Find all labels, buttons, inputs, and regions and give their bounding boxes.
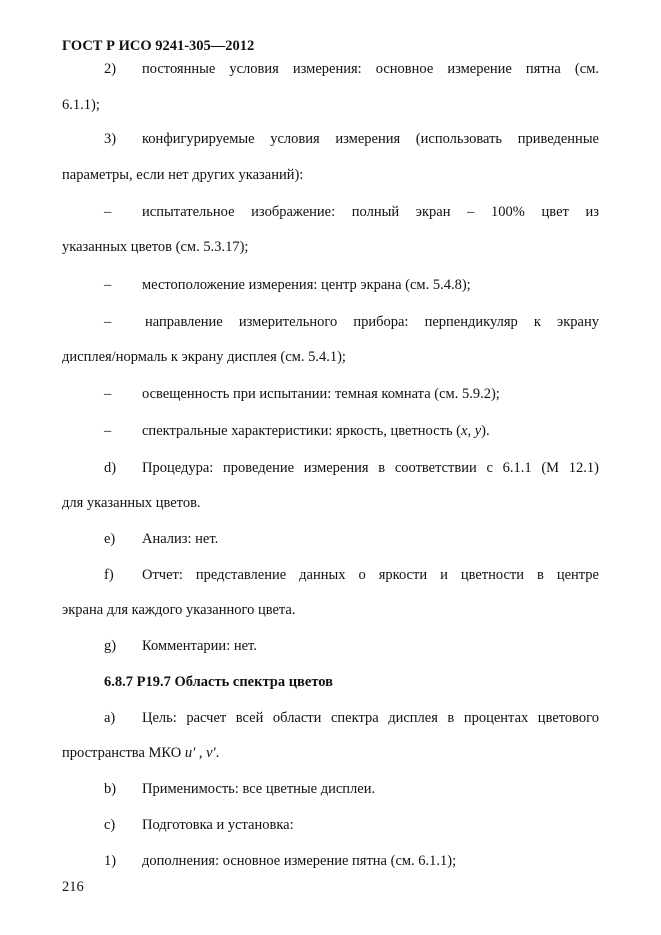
paragraph-line: Комментарии: нет. — [142, 638, 257, 654]
paragraph-line: Анализ: нет. — [142, 531, 219, 547]
list-marker: 1) — [104, 853, 117, 869]
text-segment: пространства МКО — [62, 745, 185, 761]
text-segment: . — [215, 745, 220, 761]
paragraph-line: конфигурируемые условия измерения (использовать приведенные — [142, 131, 599, 147]
list-marker: f) — [104, 567, 114, 583]
list-marker: c) — [104, 817, 116, 833]
list-marker: a) — [104, 710, 116, 726]
list-marker: g) — [104, 638, 117, 654]
formula-uv: u′ , v′ — [184, 745, 216, 761]
dash-marker: – — [104, 423, 112, 439]
paragraph-line: дополнения: основное измерение пятна (см. 6.1.1); — [142, 853, 457, 869]
paragraph-line — [142, 422, 599, 440]
paragraph-line: параметры, если нет других указаний): — [62, 167, 304, 183]
dash-marker: – — [104, 314, 112, 330]
document-header: ГОСТ Р ИСО 9241-305—2012 — [62, 38, 255, 54]
paragraph-line: Отчет: представление данных о яркости и цветности в центре — [142, 567, 599, 583]
text-segment: спектральные характеристики: яркость, цветность ( — [142, 423, 462, 439]
paragraph-line: экрана для каждого указанного цвета. — [62, 602, 296, 618]
paragraph-line: Подготовка и установка: — [142, 817, 294, 833]
list-marker: 2) — [104, 61, 117, 77]
paragraph-line: направление измерительного прибора: перпендикуляр к экрану — [145, 314, 599, 330]
text-segment: , — [467, 423, 475, 439]
list-marker: d) — [104, 460, 117, 476]
list-marker: 3) — [104, 131, 117, 147]
dash-marker: – — [104, 386, 112, 402]
list-marker: e) — [104, 531, 116, 547]
variable-x: x — [461, 423, 468, 439]
paragraph-line: для указанных цветов. — [62, 495, 201, 511]
paragraph-line: постоянные условия измерения: основное измерение пятна (см. — [142, 61, 599, 77]
dash-marker: – — [104, 277, 112, 293]
text-segment: ). — [481, 423, 490, 439]
paragraph-line — [62, 744, 599, 762]
list-marker: b) — [104, 781, 117, 797]
dash-marker: – — [104, 204, 112, 220]
section-heading: 6.8.7 Р19.7 Область спектра цветов — [104, 674, 333, 690]
paragraph-line: освещенность при испытании: темная комната (см. 5.9.2); — [142, 386, 500, 402]
paragraph-line: Процедура: проведение измерения в соответствии с 6.1.1 (М 12.1) — [142, 460, 599, 476]
paragraph-line: Цель: расчет всей области спектра дисплея в процентах цветового — [142, 710, 599, 726]
paragraph-line: указанных цветов (см. 5.3.17); — [62, 239, 249, 255]
paragraph-line: 6.1.1); — [62, 97, 100, 113]
paragraph-line: Применимость: все цветные дисплеи. — [142, 781, 376, 797]
variable-y: y — [474, 423, 482, 439]
paragraph-line: местоположение измерения: центр экрана (см. 5.4.8); — [142, 277, 471, 293]
page-number: 216 — [62, 879, 84, 895]
paragraph-line: дисплея/нормаль к экрану дисплея (см. 5.4.1); — [62, 349, 346, 365]
paragraph-line: испытательное изображение: полный экран – 100% цвет из — [142, 204, 599, 220]
